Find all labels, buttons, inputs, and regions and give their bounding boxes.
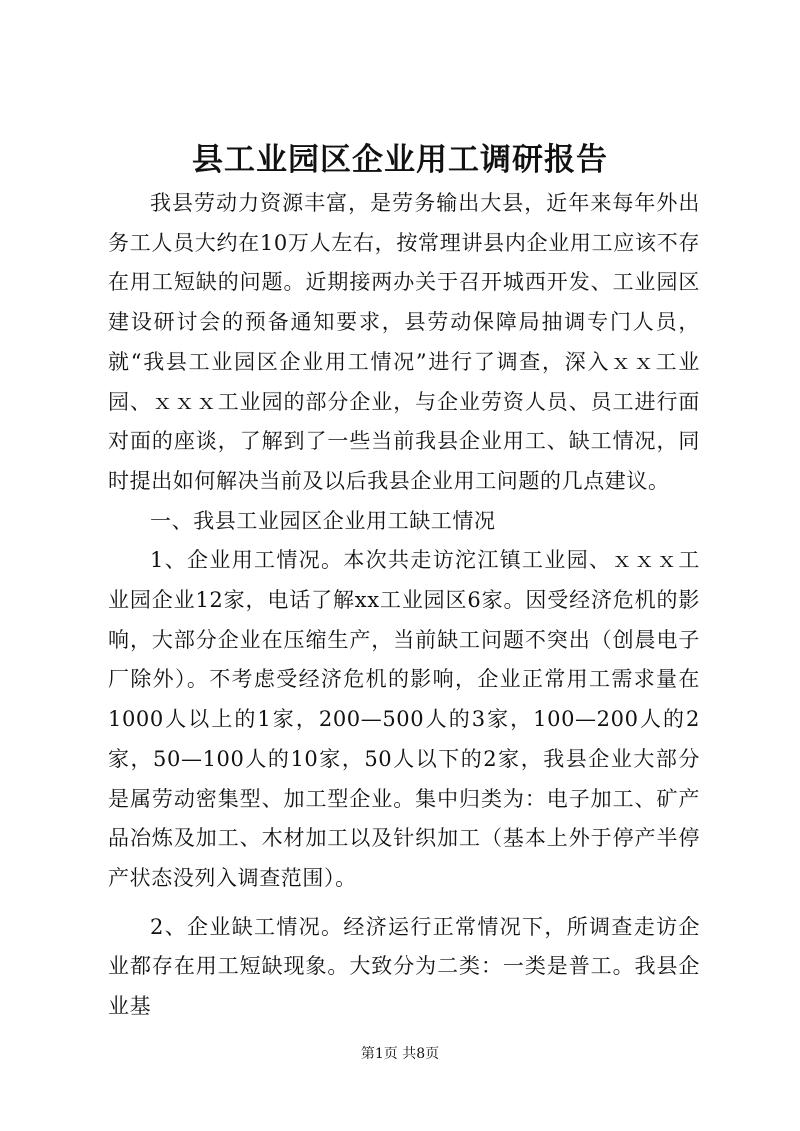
document-body <box>108 184 700 1027</box>
page-footer: 第1页 共8页 <box>360 1046 440 1062</box>
section-heading-1: 一、我县工业园区企业用工缺工情况 <box>150 508 496 533</box>
document-title: 县工业园区企业用工调研报告 <box>192 142 608 178</box>
paragraph-employment-situation: 1、企业用工情况。本次共走访沱江镇工业园、ｘｘｘ工业园企业12家，电话了解xx工业园区6家。因受经济危机的影响，大部分企业在压缩生产，当前缺工问题不突出（创晨电子厂除外）。不考虑受经济危机的影响，企业正常用工需求量在1000人以上的1家，200—500人的3家，100—200人的2家，50—100人的10家，50人以下的2家，我县企业大部分是属劳动密集型、加工型企业。集中归类为：电子加工、矿产品冶炼及加工、木材加工以及针织加工（基本上外于停产半停产状态没列入调查范围）。 <box>108 548 700 890</box>
paragraph-labor-shortage: 2、企业缺工情况。经济运行正常情况下，所调查走访企业都存在用工短缺现象。大致分为二类：一类是普工。我县企业基 <box>108 914 700 1019</box>
paragraph-intro: 我县劳动力资源丰富，是劳务输出大县，近年来每年外出务工人员大约在10万人左右，按常理讲县内企业用工应该不存在用工短缺的问题。近期接两办关于召开城西开发、工业园区建设研讨会的预备通知要求，县劳动保障局抽调专门人员，就“我县工业园区企业用工情况”进行了调查，深入ｘｘ工业园、ｘｘｘ工业园的部分企业，与企业劳资人员、员工进行面对面的座谈，了解到了一些当前我县企业用工、缺工情况，同时提出如何解决当前及以后我县企业用工问题的几点建议。 <box>108 191 700 493</box>
